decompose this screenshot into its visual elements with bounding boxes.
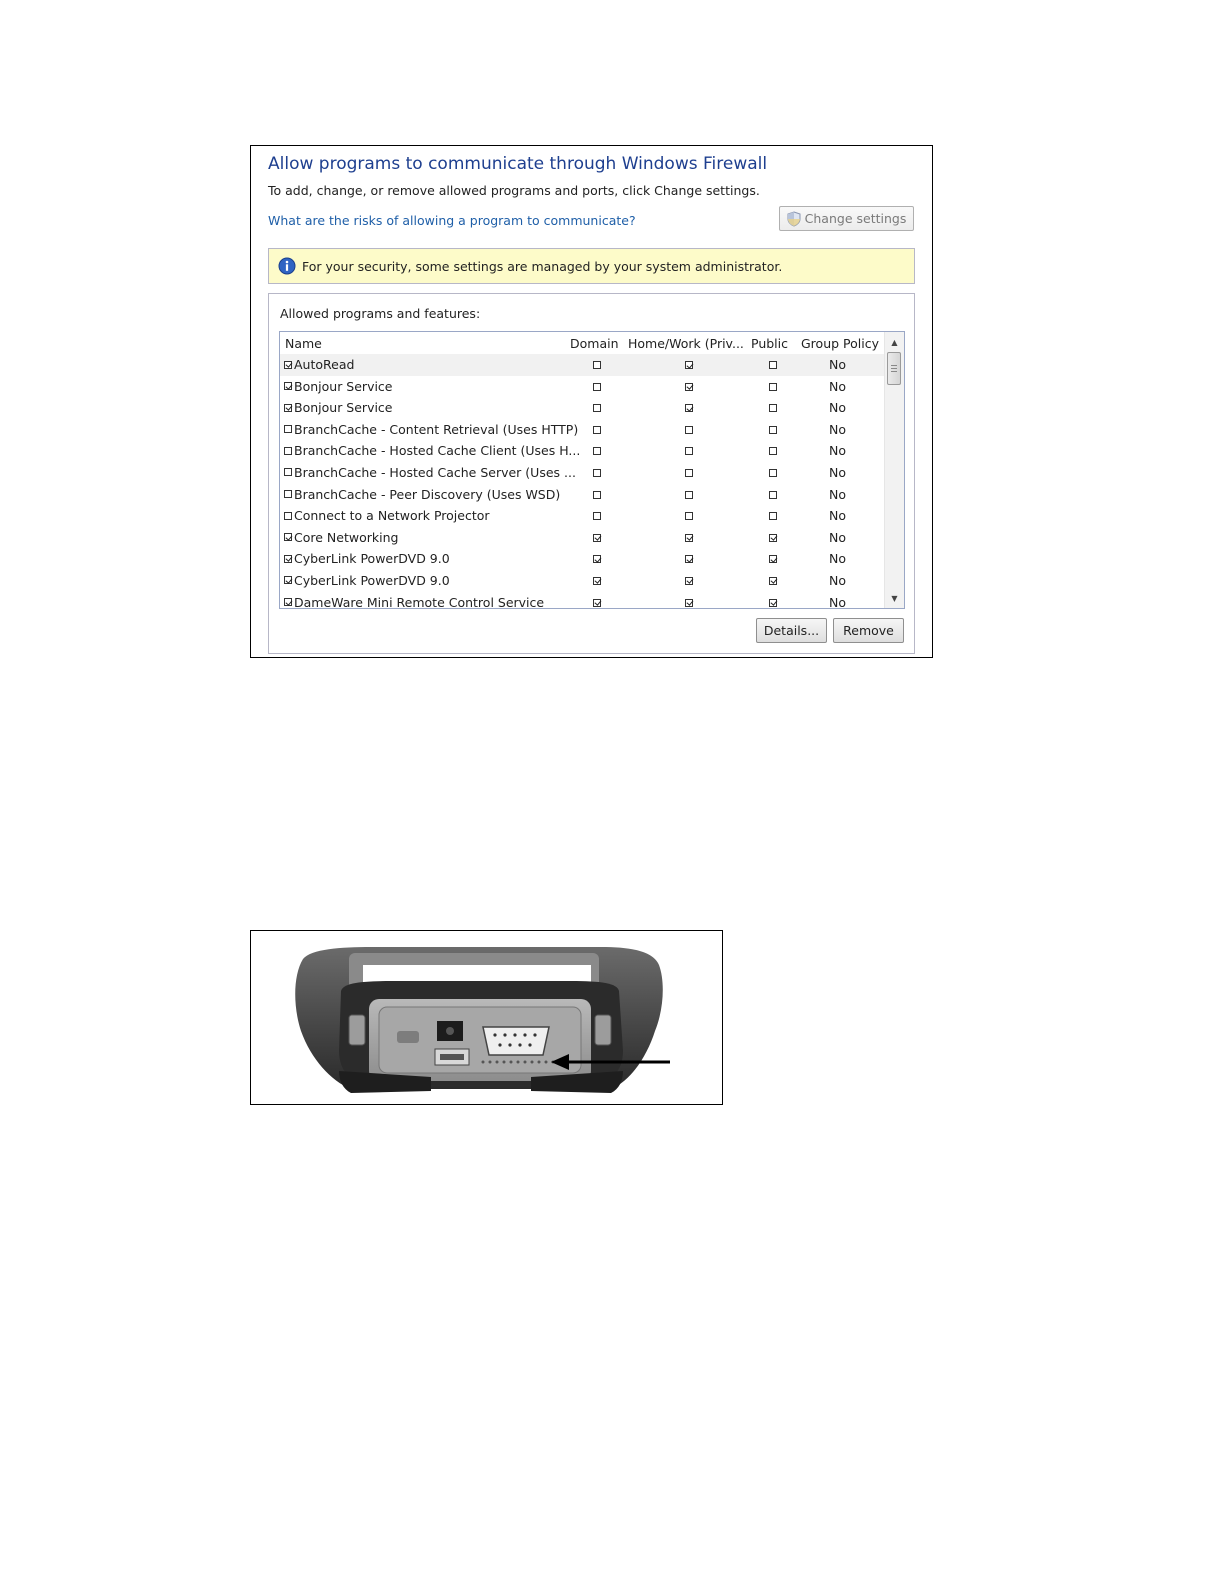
table-row[interactable] bbox=[280, 376, 886, 398]
domain-checkbox[interactable] bbox=[593, 404, 601, 412]
group-policy-value: No bbox=[829, 529, 846, 545]
program-name-cell bbox=[284, 379, 393, 394]
public-checkbox[interactable] bbox=[769, 361, 777, 369]
program-name: DameWare Mini Remote Control Service bbox=[294, 594, 545, 609]
firewall-dialog-figure bbox=[250, 145, 933, 658]
program-enabled-checkbox[interactable] bbox=[284, 533, 292, 541]
change-settings-button[interactable] bbox=[779, 206, 914, 231]
domain-checkbox[interactable] bbox=[593, 599, 601, 607]
group-policy-value: No bbox=[829, 551, 846, 567]
group-policy-value: No bbox=[829, 594, 846, 609]
home-work-checkbox[interactable] bbox=[685, 447, 693, 455]
home-work-checkbox[interactable] bbox=[685, 491, 693, 499]
table-row[interactable] bbox=[280, 570, 886, 592]
domain-checkbox[interactable] bbox=[593, 361, 601, 369]
arrow-icon bbox=[251, 931, 723, 1105]
program-enabled-checkbox[interactable] bbox=[284, 447, 292, 455]
device-photo-figure bbox=[250, 930, 723, 1105]
home-work-checkbox[interactable] bbox=[685, 512, 693, 520]
column-header-domain[interactable]: Domain bbox=[570, 336, 619, 351]
domain-checkbox[interactable] bbox=[593, 491, 601, 499]
program-name-cell bbox=[284, 573, 450, 588]
domain-checkbox[interactable] bbox=[593, 512, 601, 520]
program-enabled-checkbox[interactable] bbox=[284, 361, 292, 369]
change-settings-label: Change settings bbox=[804, 211, 907, 226]
scroll-thumb[interactable] bbox=[887, 352, 901, 385]
public-checkbox[interactable] bbox=[769, 447, 777, 455]
domain-checkbox[interactable] bbox=[593, 383, 601, 391]
domain-checkbox[interactable] bbox=[593, 469, 601, 477]
home-work-checkbox[interactable] bbox=[685, 383, 693, 391]
details-button[interactable]: Details... bbox=[756, 618, 827, 643]
program-enabled-checkbox[interactable] bbox=[284, 512, 292, 520]
remove-button[interactable]: Remove bbox=[833, 618, 904, 643]
group-policy-value: No bbox=[829, 486, 846, 502]
program-name-cell bbox=[284, 551, 450, 566]
group-policy-value: No bbox=[829, 572, 846, 588]
domain-checkbox[interactable] bbox=[593, 426, 601, 434]
scroll-up-arrow-icon[interactable]: ▲ bbox=[891, 337, 898, 347]
public-checkbox[interactable] bbox=[769, 512, 777, 520]
program-enabled-checkbox[interactable] bbox=[284, 382, 292, 390]
column-header-home-work[interactable]: Home/Work (Priv... bbox=[628, 336, 744, 351]
program-enabled-checkbox[interactable] bbox=[284, 404, 292, 412]
group-policy-value: No bbox=[829, 443, 846, 459]
home-work-checkbox[interactable] bbox=[685, 469, 693, 477]
info-icon bbox=[278, 257, 296, 275]
home-work-checkbox[interactable] bbox=[685, 534, 693, 542]
program-enabled-checkbox[interactable] bbox=[284, 555, 292, 563]
dialog-description: To add, change, or remove allowed programs and ports, click Change settings. bbox=[268, 183, 760, 198]
program-rows bbox=[280, 354, 886, 609]
program-name: Bonjour Service bbox=[294, 400, 393, 416]
group-policy-value: No bbox=[829, 464, 846, 480]
table-row[interactable] bbox=[280, 505, 886, 527]
allowed-programs-group bbox=[268, 293, 915, 654]
program-enabled-checkbox[interactable] bbox=[284, 468, 292, 476]
public-checkbox[interactable] bbox=[769, 491, 777, 499]
program-enabled-checkbox[interactable] bbox=[284, 576, 292, 584]
domain-checkbox[interactable] bbox=[593, 447, 601, 455]
home-work-checkbox[interactable] bbox=[685, 404, 693, 412]
group-policy-value: No bbox=[829, 508, 846, 524]
program-enabled-checkbox[interactable] bbox=[284, 425, 292, 433]
program-name-cell bbox=[284, 422, 578, 437]
program-name: Bonjour Service bbox=[294, 378, 393, 394]
group-policy-value: No bbox=[829, 378, 846, 394]
program-name-cell bbox=[284, 595, 544, 609]
table-row[interactable] bbox=[280, 527, 886, 549]
program-name: BranchCache - Content Retrieval (Uses HTTP) bbox=[294, 421, 579, 437]
program-name: BranchCache - Peer Discovery (Uses WSD) bbox=[294, 486, 561, 502]
shield-icon bbox=[787, 211, 801, 227]
domain-checkbox[interactable] bbox=[593, 534, 601, 542]
program-name: AutoRead bbox=[294, 357, 355, 372]
table-row[interactable] bbox=[280, 548, 886, 570]
group-policy-value: No bbox=[829, 400, 846, 416]
column-header-name[interactable]: Name bbox=[285, 336, 322, 351]
table-row[interactable] bbox=[280, 397, 886, 419]
public-checkbox[interactable] bbox=[769, 599, 777, 607]
home-work-checkbox[interactable] bbox=[685, 426, 693, 434]
vertical-scrollbar[interactable] bbox=[884, 332, 904, 608]
scroll-down-arrow-icon[interactable]: ▼ bbox=[891, 593, 898, 603]
program-name-cell bbox=[284, 357, 354, 372]
domain-checkbox[interactable] bbox=[593, 577, 601, 585]
public-checkbox[interactable] bbox=[769, 383, 777, 391]
table-row[interactable] bbox=[280, 484, 886, 506]
program-name-cell bbox=[284, 530, 398, 545]
domain-checkbox[interactable] bbox=[593, 555, 601, 563]
info-bar bbox=[268, 248, 915, 284]
list-header bbox=[280, 332, 886, 355]
program-enabled-checkbox[interactable] bbox=[284, 598, 292, 606]
table-row[interactable] bbox=[280, 462, 886, 484]
info-message: For your security, some settings are managed by your system administrator. bbox=[302, 258, 783, 274]
program-name: BranchCache - Hosted Cache Client (Uses H... bbox=[294, 443, 581, 459]
program-name-cell bbox=[284, 465, 576, 480]
group-policy-value: No bbox=[829, 357, 846, 372]
risk-link[interactable]: What are the risks of allowing a program to communicate? bbox=[268, 213, 636, 228]
table-row[interactable] bbox=[280, 419, 886, 441]
public-checkbox[interactable] bbox=[769, 469, 777, 477]
group-label: Allowed programs and features: bbox=[280, 306, 481, 321]
public-checkbox[interactable] bbox=[769, 404, 777, 412]
program-enabled-checkbox[interactable] bbox=[284, 490, 292, 498]
programs-list[interactable] bbox=[279, 331, 905, 609]
home-work-checkbox[interactable] bbox=[685, 599, 693, 607]
table-row[interactable] bbox=[280, 592, 886, 609]
program-name-cell bbox=[284, 487, 560, 502]
program-name: Connect to a Network Projector bbox=[294, 508, 490, 524]
column-header-public[interactable]: Public bbox=[751, 336, 788, 351]
public-checkbox[interactable] bbox=[769, 534, 777, 542]
home-work-checkbox[interactable] bbox=[685, 555, 693, 563]
program-name: CyberLink PowerDVD 9.0 bbox=[294, 551, 450, 567]
program-name: Core Networking bbox=[294, 529, 399, 545]
public-checkbox[interactable] bbox=[769, 426, 777, 434]
home-work-checkbox[interactable] bbox=[685, 361, 693, 369]
program-name-cell bbox=[284, 508, 490, 523]
public-checkbox[interactable] bbox=[769, 555, 777, 563]
home-work-checkbox[interactable] bbox=[685, 577, 693, 585]
public-checkbox[interactable] bbox=[769, 577, 777, 585]
program-name-cell bbox=[284, 443, 580, 458]
table-row[interactable] bbox=[280, 354, 886, 376]
program-name: BranchCache - Hosted Cache Server (Uses ... bbox=[294, 464, 576, 480]
program-name: CyberLink PowerDVD 9.0 bbox=[294, 572, 450, 588]
column-header-group-policy[interactable]: Group Policy bbox=[801, 336, 879, 351]
dialog-title: Allow programs to communicate through Windows Firewall bbox=[268, 154, 768, 174]
program-name-cell bbox=[284, 400, 393, 415]
group-policy-value: No bbox=[829, 421, 846, 437]
table-row[interactable] bbox=[280, 440, 886, 462]
